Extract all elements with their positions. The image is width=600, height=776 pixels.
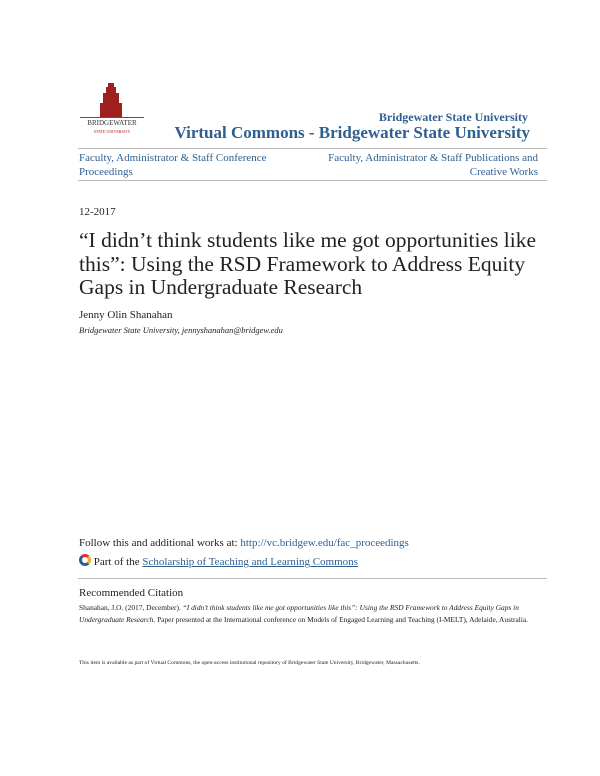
network-logo-icon — [79, 554, 91, 566]
divider — [78, 180, 547, 181]
commons-link[interactable]: Scholarship of Teaching and Learning Commons — [142, 556, 358, 568]
citation-title: “I didn’t think students like me got opportunities like this”: Using the RSD Framework to Address Equity Gaps in Undergraduate Research. — [79, 603, 519, 624]
follow-line — [79, 537, 409, 549]
publications-link[interactable]: Faculty, Administrator & Staff Publications and Creative Works — [328, 152, 538, 178]
citation-heading: Recommended Citation — [79, 587, 184, 599]
conference-proceedings-link[interactable]: Faculty, Administrator & Staff Conference Proceedings — [79, 152, 267, 178]
follow-url-link[interactable]: http://vc.bridgew.edu/fac_proceedings — [240, 537, 409, 549]
citation-authors: Shanahan, J.O. (2017, December). — [79, 603, 183, 612]
svg-text:BRIDGEWATER: BRIDGEWATER — [87, 119, 137, 127]
publication-date: 12-2017 — [79, 206, 116, 218]
document-title: “I didn’t think students like me got opportunities like this”: Using the RSD Framework to Address Equity Gaps in Undergraduate Research — [79, 228, 537, 299]
author-affiliation: Bridgewater State University, jennyshanahan@bridgew.edu — [79, 325, 283, 335]
citation-rest: Paper presented at the International conference on Models of Engaged Learning and Teaching (I-MELT), Adelaide, Australia. — [155, 615, 528, 624]
citation-text — [79, 602, 534, 626]
university-logo — [78, 83, 146, 137]
part-of-line — [79, 554, 358, 568]
author-name: Jenny Olin Shanahan — [79, 309, 173, 321]
repository-name[interactable]: Virtual Commons - Bridgewater State University — [174, 123, 530, 142]
institution-name[interactable]: Bridgewater State University — [378, 110, 528, 124]
footer-note: This item is available as part of Virtual Commons, the open-access institutional repository of Bridgewater State University, Bridgewater, Massachusetts. — [79, 660, 420, 666]
svg-text:STATE UNIVERSITY: STATE UNIVERSITY — [93, 129, 131, 134]
divider — [78, 578, 547, 579]
divider — [78, 148, 547, 149]
part-of-label: Part of the — [93, 556, 143, 568]
follow-label: Follow this and additional works at: — [79, 537, 241, 549]
